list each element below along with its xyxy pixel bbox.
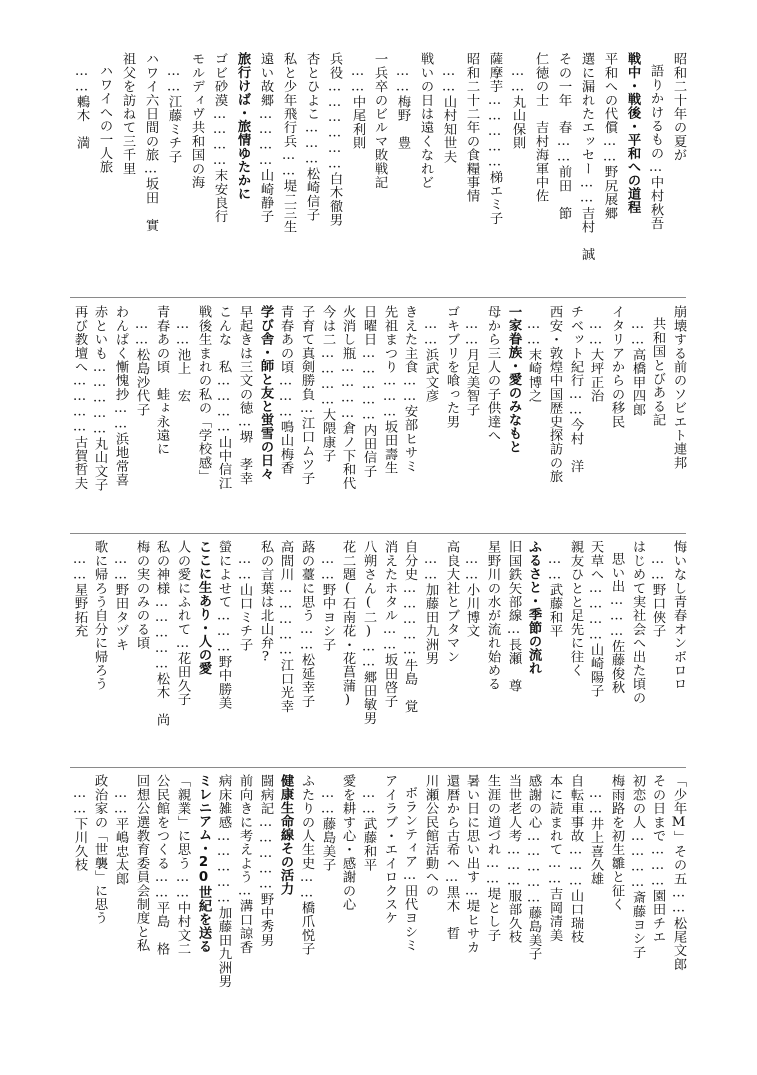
toc-entry: 人の愛にふれて…花田久子: [175, 540, 190, 707]
toc-entry: その日まで………園田チエ: [650, 774, 665, 944]
toc-entry: 病床雑感……………加藤田九洲男: [216, 774, 231, 988]
toc-entry: 兵役………………白木徹男: [327, 52, 342, 227]
toc-entry: ……池上 宏: [175, 317, 190, 403]
toc-entry: 回想公選教育委員会制度と私: [134, 774, 149, 953]
toc-entry: 思い出………佐藤俊秋: [609, 552, 624, 695]
toc-entry: 早起きは三文の徳…堺 孝幸: [237, 305, 252, 485]
toc-entry: 政治家の「世襲」に思う: [92, 774, 107, 925]
toc-entry: 共和国とびある記: [650, 317, 665, 427]
toc-entry: 旧国鉄矢部線…長瀬 尊: [506, 540, 521, 693]
toc-entry: 川瀬公民館活動への: [423, 774, 438, 898]
toc-entry: 薩摩芋……………梯エミ子: [487, 52, 502, 225]
toc-entry: 当世老人考………服部久枝: [506, 774, 521, 944]
toc-entry: 崩壊する前のソビエト連邦: [671, 305, 686, 470]
toc-entry: 私と少年飛行兵……堤二三生: [281, 52, 296, 234]
toc-band-4: [68, 774, 688, 1008]
section-heading: ふるさと・季節の流れ: [526, 540, 541, 675]
toc-entry: ……野田タヅキ: [113, 552, 128, 652]
toc-entry: ……藤島美子: [320, 786, 335, 872]
toc-entry: 杏とひよこ………松崎信子: [304, 52, 319, 222]
toc-entry: チベット紀行……今村 洋: [568, 305, 583, 473]
toc-entry: ……武藤和平: [361, 786, 376, 872]
toc-entry: 梅の実のみのる頃: [134, 540, 149, 650]
toc-entry: 赤といも……………丸山文子: [92, 305, 107, 492]
toc-entry: 本に読まれて……吉岡清美: [547, 774, 562, 942]
toc-entry: モルディヴ共和国の海: [189, 52, 204, 189]
toc-band-2: [68, 305, 688, 527]
toc-entry: 先祖まつり………坂田壽生: [382, 305, 397, 475]
section-heading: 学び舎・師と友と蛍雪の日々: [258, 305, 273, 481]
toc-entry: 一兵卒のビルマ敗戦記: [372, 52, 387, 189]
toc-entry: 花二題(石南花・花菖蒲): [340, 540, 355, 708]
toc-entry: ……武藤和平: [547, 552, 562, 638]
toc-entry: 消えたホタル……坂田啓子: [382, 540, 397, 708]
toc-entry: 歌に帰ろう自分に帰ろう: [92, 540, 107, 691]
toc-entry: ……山村知世夫: [441, 64, 456, 164]
toc-entry: その一年 春……前田 節: [556, 52, 571, 220]
toc-entry: ……高橋甲四郎: [630, 317, 645, 417]
toc-entry: わんぱく慚愧抄……浜地常喜: [113, 305, 128, 487]
toc-entry: ……小川博文: [464, 552, 479, 638]
toc-entry: 選に漏れたエッセー……吉村 誠: [579, 52, 594, 261]
section-heading: 一家眷族・愛のみなもと: [506, 305, 521, 454]
toc-entry: ……野口俠子: [650, 552, 665, 638]
toc-entry: 天草へ…………山崎陽子: [588, 540, 603, 698]
toc-entry: 悔いなし青春オンボロロ: [671, 540, 686, 691]
toc-entry: 私の言葉は北山弁?: [258, 540, 273, 665]
toc-entry: ……末崎博之: [526, 317, 541, 403]
divider-rule: [70, 533, 686, 534]
toc-entry: ……月足美智子: [464, 317, 479, 417]
toc-entry: ……井上喜久雄: [588, 786, 603, 886]
toc-entry: 青春あの頃………鳴山梅香: [278, 305, 293, 475]
divider-rule: [70, 767, 686, 768]
toc-entry: ハワイ六日間の旅…坂田 實: [143, 52, 158, 232]
toc-entry: 愛を耕す心・感謝の心: [340, 774, 355, 911]
section-heading: 健康生命線その活力: [278, 774, 293, 896]
toc-entry: 高間川……………江口光幸: [278, 540, 293, 713]
toc-entry: ……星野拓充: [72, 552, 87, 638]
toc-entry: 蕗の薹に思う……松延幸子: [299, 540, 314, 708]
toc-entry: ……江藤ミチ子: [166, 64, 181, 164]
toc-entry: 「少年M」その五……松尾文郎: [671, 774, 686, 971]
toc-entry: アイラブ・エイロクスケ: [382, 774, 397, 925]
toc-entry: イタリアからの移民: [609, 305, 624, 429]
divider-rule: [70, 297, 686, 298]
toc-entry: 公民館をつくる……平島 格: [154, 774, 169, 956]
toc-entry: 昭和二十年の夏が: [671, 52, 686, 162]
toc-band-1: [68, 52, 688, 292]
toc-entry: ……山口ミチ子: [237, 552, 252, 652]
toc-entry: 日曜日……………内田信子: [361, 305, 376, 478]
toc-entry: ……野中ヨシ子: [320, 552, 335, 652]
section-heading: ここに生あり・人の愛: [196, 540, 211, 675]
toc-entry: ふたりの人生史……橋爪悦子: [299, 774, 314, 956]
toc-entry: 子育て真剣勝負…江口ムツ子: [299, 305, 314, 485]
toc-band-3: [68, 540, 688, 762]
toc-entry: ……梅野 豊: [395, 64, 410, 150]
toc-entry: 星野川の水が流れ始める: [485, 540, 500, 691]
toc-entry: こんな 私…………山中信江: [216, 305, 231, 490]
toc-entry: 再び教壇へ…………古賀哲夫: [72, 305, 87, 490]
toc-entry: 自分史……………牛島 覚: [402, 540, 417, 713]
toc-entry: 感謝の心……………藤島美子: [526, 774, 541, 961]
toc-entry: 前向きに考えよう…溝口諒香: [237, 774, 252, 954]
toc-entry: 青春あの頃 蛙ょ永遠に: [154, 305, 169, 456]
toc-entry: ……鶫木 満: [74, 64, 89, 150]
toc-entry: きえた主食……安部ヒサミ: [402, 305, 417, 473]
toc-entry: 八朔さん(二)……郷田敏男: [361, 540, 376, 725]
toc-entry: はじめて実社会へ出た頃の: [630, 540, 645, 705]
toc-entry: 闘病記……………野中秀男: [258, 774, 273, 947]
toc-entry: 還暦から古希へ…黒木 晢: [444, 774, 459, 941]
toc-entry: 火消し瓶…………倉ノ下和代: [340, 305, 355, 490]
toc-entry: ……大坪正治: [588, 317, 603, 403]
toc-entry: 戦後生まれの私の「学校感」: [196, 305, 211, 484]
toc-entry: ……浜武文彦: [423, 317, 438, 403]
toc-entry: 親友ひとと足先に往く: [568, 540, 583, 677]
toc-entry: ゴキブリを喰った男: [444, 305, 459, 429]
section-heading: ミレニアム・20世紀を送る: [196, 774, 211, 953]
toc-entry: ……丸山保則: [510, 64, 525, 150]
section-heading: 旅行けば・旅情ゆたかに: [235, 52, 250, 201]
section-heading: 戦中・戦後・平和への道程: [625, 52, 640, 214]
toc-entry: ハワイへの一人旅: [97, 64, 112, 174]
toc-entry: ……中尾利則: [350, 64, 365, 150]
toc-entry: 戦いの日は遠くなれど: [418, 52, 433, 189]
toc-entry: 高良大社とブタマン: [444, 540, 459, 664]
toc-entry: ……平嶋忠太郎: [113, 786, 128, 886]
toc-entry: 昭和二十二年の食糧事情: [464, 52, 479, 203]
toc-entry: 初恋の人…………斎藤ヨシ子: [630, 774, 645, 959]
toc-entry: 西安・敦煌中国歴史探訪の旅: [547, 305, 562, 484]
toc-entry: 自転車事故………山口瑞枝: [568, 774, 583, 944]
toc-entry: ……松島沙代子: [134, 317, 149, 417]
toc-entry: 平和への代償……野尻展郷: [602, 52, 617, 220]
toc-entry: 私の神様……………松木 尚: [154, 540, 169, 727]
toc-entry: 暑い日に思い出す…堤ヒサカ: [464, 774, 479, 954]
toc-entry: 仁徳の士 吉村海軍中佐: [533, 52, 548, 203]
toc-entry: 遠い故郷…………山崎静子: [258, 52, 273, 224]
toc-entry: ゴビ砂漠…………末安良行: [212, 52, 227, 224]
toc-entry: 螢によせて………野中勝美: [216, 540, 231, 710]
toc-entry: ……加藤田九洲男: [423, 552, 438, 665]
toc-entry: ……下川久枝: [72, 786, 87, 872]
toc-entry: 母から三人の子供達へ: [485, 305, 500, 442]
toc-entry: 梅雨路を初生雛と征く: [609, 774, 624, 911]
toc-entry: 今は二…………大隈康子: [320, 305, 335, 463]
toc-entry: 祖父を訪ねて三千里: [120, 52, 135, 176]
toc-entry: 語りかけるもの…中村秋吾: [648, 64, 663, 231]
toc-entry: 「親業」に思う……中村文二: [175, 774, 190, 956]
toc-entry: ボランティア…田代ヨシミ: [402, 786, 417, 953]
toc-entry: 生涯の道づれ……堤とし子: [485, 774, 500, 942]
